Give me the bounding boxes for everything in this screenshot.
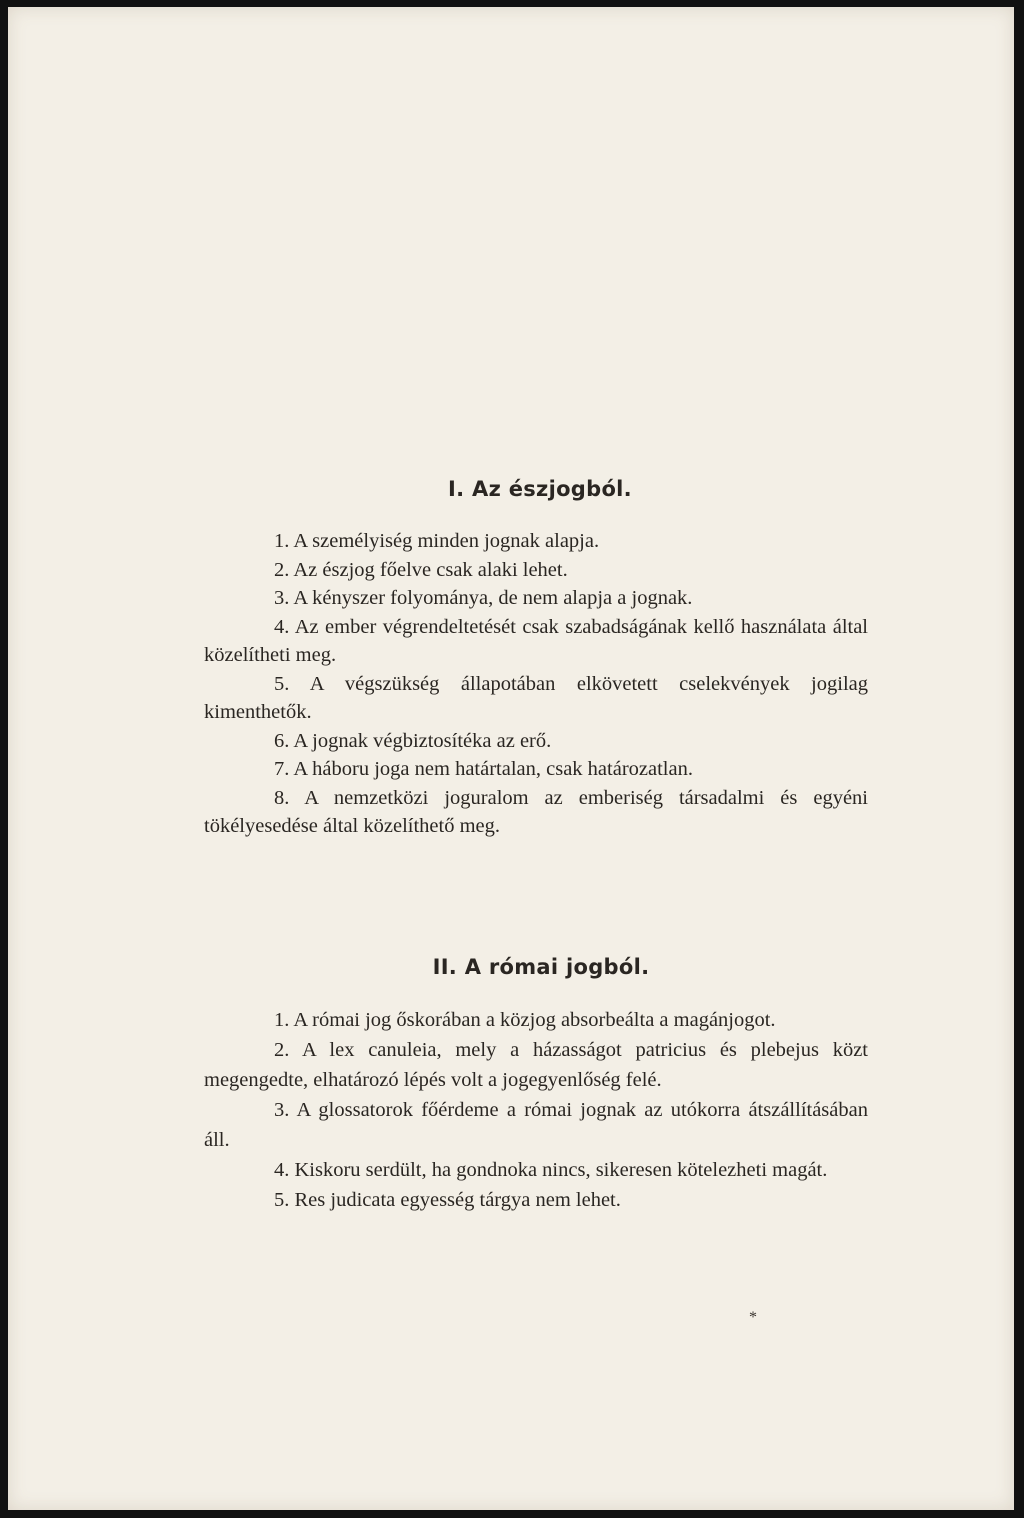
thesis-text: Az ember végrendeltetését csak szabadságának kellő használata által közelítheti meg. [204,615,868,666]
thesis-number: 4. [274,615,290,638]
thesis-text: A jognak végbiztosítéka az erő. [293,729,552,752]
thesis-text: A kényszer folyománya, de nem alapja a jognak. [293,587,693,609]
thesis-number: 1. [274,530,290,552]
thesis-text: A háboru joga nem határtalan, csak határozatlan. [293,758,693,780]
thesis-text: Kiskoru serdült, ha gondnoka nincs, sikeresen kötelezheti magát. [294,1159,828,1181]
thesis-number: 2. [274,1039,290,1061]
thesis-item [204,1005,868,1035]
section-heading: I. Az észjogból. [448,477,632,501]
footer-asterisk: * [749,1309,757,1326]
thesis-item [204,527,868,556]
thesis-item [204,784,868,841]
thesis-item [204,1095,868,1155]
thesis-text: A nemzetközi joguralom az emberiség társadalmi és egyéni tökélyesedése által közelíthető meg. [204,786,868,837]
document-page [8,7,1014,1510]
thesis-number: 7. [274,758,290,780]
thesis-text: A végszükség állapotában elkövetett cselekvények jogilag kimenthetők. [204,672,868,723]
thesis-text: A személyiség minden jognak alapja. [293,530,600,552]
thesis-item [204,556,868,585]
thesis-number: 5. [274,672,290,695]
thesis-item [204,613,868,670]
thesis-number: 3. [274,587,290,609]
thesis-item [204,584,868,613]
thesis-text: Res judicata egyesség tárgya nem lehet. [294,1189,621,1211]
thesis-text: A római jog őskorában a közjog absorbeálta a magánjogot. [293,1009,776,1031]
thesis-item [204,670,868,727]
thesis-number: 4. [274,1159,290,1181]
thesis-number: 8. [274,786,290,809]
thesis-text: A glossatorok főérdeme a római jognak az utókorra átszállításában áll. [204,1099,868,1151]
thesis-item [204,755,868,784]
thesis-text: A lex canuleia, mely a házasságot patricius és plebejus közt megengedte, elhatározó lépés volt a jogegyenlőség felé. [204,1039,868,1091]
thesis-number: 2. [274,558,290,581]
section-roman-law [204,955,868,1215]
thesis-item [204,1155,868,1185]
section-heading: II. A római jogból. [432,955,650,979]
section-ius-naturale [204,477,868,841]
thesis-number: 1. [274,1009,290,1031]
thesis-number: 6. [274,729,290,752]
thesis-text: Az észjog főelve csak alaki lehet. [293,558,568,581]
thesis-item [204,1035,868,1095]
thesis-item [204,1185,868,1215]
thesis-number: 3. [274,1099,290,1121]
thesis-item [204,727,868,756]
thesis-number: 5. [274,1189,290,1211]
